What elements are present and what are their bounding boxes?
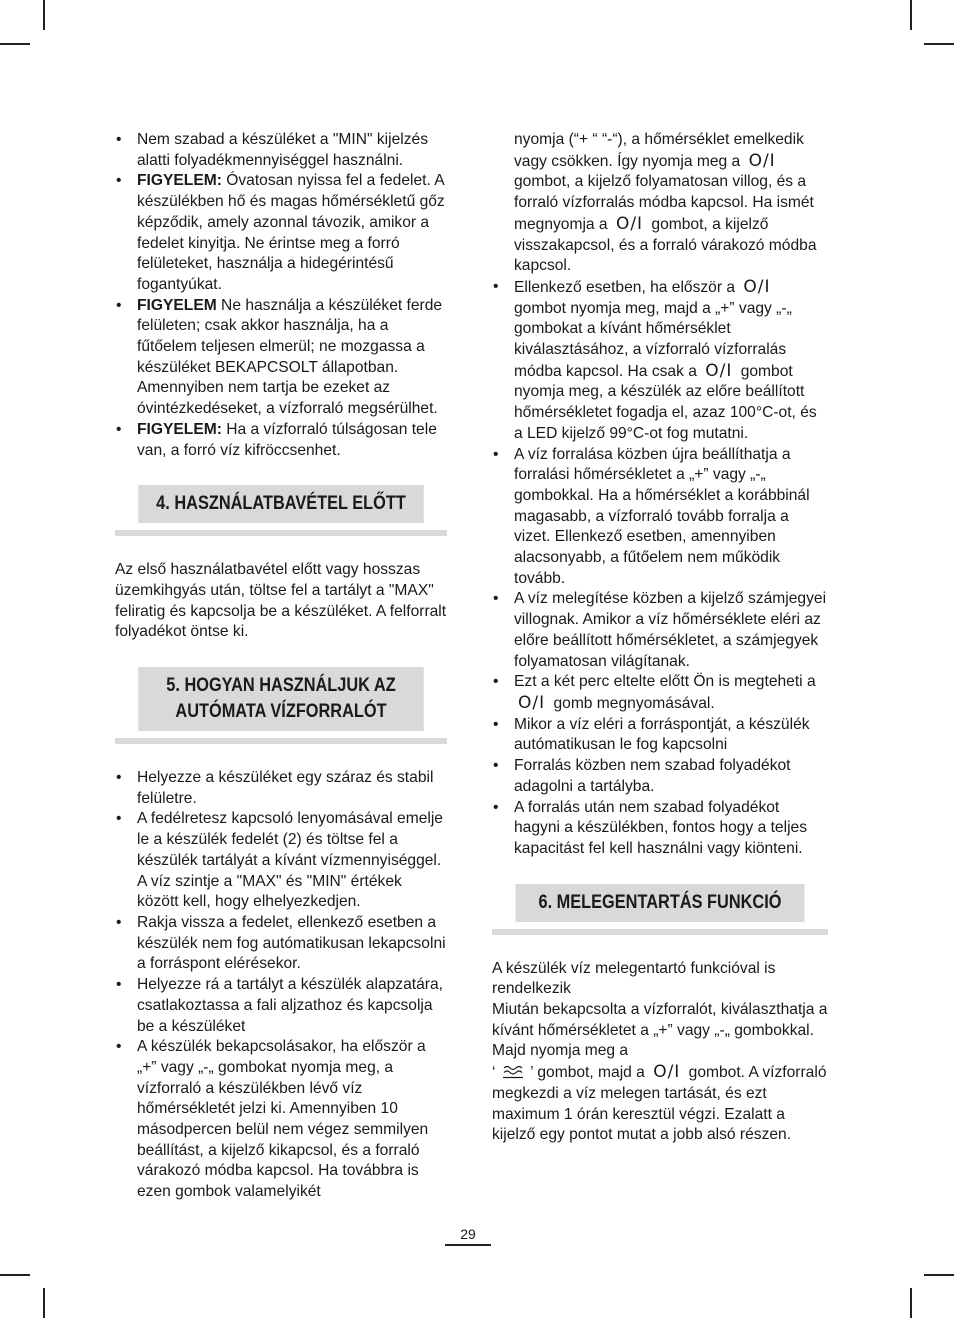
list-item: • Mikor a víz eléri a forráspontját, a készülék autómatikusan le fog kapcsolni	[492, 715, 828, 756]
crop-mark	[910, 1288, 912, 1318]
crop-mark	[0, 43, 30, 45]
usage-list	[115, 768, 447, 1203]
list-item: • A készülék bekapcsolásakor, ha először a „+” vagy „-„ gombokat nyomja meg, a vízforraló a készülékben lévő víz hőmérsékletét jelzi ki. Amennyiben 10 másodpercen belül nem végez semmilyen beállítást, a kijelző kikapcsol, és a forraló várakozó módba kapcsol. Ha továbbra is ezen gombok valamelyikét	[115, 1037, 447, 1203]
right-column	[492, 130, 828, 1146]
list-item: • FIGYELEM: Óvatosan nyissa fel a fedelet. A készülékben hő és magas hőmérsékletű gőz képződik, amely azonnal távozik, amikor a fedelet kinyitja. Ne érintse meg a forró felületeket, használja a hidegérintésű fogantyúkat.	[115, 171, 447, 295]
list-item-continuation: nyomja (“+ “ “-“), a hőmérséklet emelkedik vagy csökken. Így nyomja meg a O/I gombot, a kijelző folyamatosan villog, és a forraló vízforralás módba kapcsol. Ha ismét megnyomja a O/I gombot, a kijelző visszakapcsol, és a forraló várakozó módba kapcsol.	[514, 131, 817, 275]
power-toggle-icon: O/I	[705, 360, 733, 381]
section-5-header	[115, 667, 447, 744]
crop-mark	[43, 1288, 45, 1318]
list-item: • Rakja vissza a fedelet, ellenkező esetben a készülék nem fog autómatikusan lekapcsolni a forráspont elérésekor.	[115, 913, 447, 975]
power-toggle-icon: O/I	[653, 1062, 681, 1083]
crop-mark	[924, 43, 954, 45]
section-4-paragraph: Az első használatbavétel előtt vagy hosszas üzemkihgyás után, töltse fel a tartályt a "MAX" feliratig és kapcsolja be a készüléket. A felforralt folyadékot öntse ki.	[115, 561, 447, 641]
section-heading: 6. MELEGENTARTÁS FUNKCIÓ	[516, 884, 805, 922]
list-item: • FIGYELEM: Ha a vízforraló túlságosan tele van, a forró víz kifröccsenhet.	[115, 420, 447, 461]
list-item: • Ellenkező esetben, ha először a O/I gombot nyomja meg, majd a „+” vagy „-„ gombokat a kívánt hőmérséklet kiválasztásához, a vízforraló vízforralás módba kapcsol. Ha csak a O/I gombot nyomja meg, a készülék az előre beállított hőmérsékletet fogadja el, azaz 100°C-ot, és a LED kijelző 99°C-ot fog mutatni.	[492, 277, 828, 445]
keep-warm-wave-icon	[500, 1064, 526, 1080]
crop-mark	[0, 1274, 30, 1276]
section-6-header	[492, 884, 828, 935]
section-6-paragraph: A készülék víz melegentartó funkcióval is rendelkezik Miután bekapcsolta a vízforralót, kiválaszthatja a kívánt hőmérsékletet a „+” vagy „-„ gombokkal. Majd nyomja meg a ‘ ’ gombot, majd a O/I gombot. A vízforraló megkezdi a víz melegen tartását, és ezt maximum 1 órán keresztül végzi. Ezalatt a kijelző egy pontot mutat a jobb alsó részen.	[492, 959, 828, 1144]
operation-list	[492, 277, 828, 860]
heading-rule	[115, 738, 447, 744]
list-item: • Ezt a két perc eltelte előtt Ön is megteheti a O/I gomb megnyomásával.	[492, 672, 828, 714]
list-item: • Helyezze a készüléket egy száraz és stabil felületre.	[115, 768, 447, 809]
list-item: • A fedélretesz kapcsoló lenyomásával emelje le a készülék fedelét (2) és töltse fel a készülék tartályát a kívánt vízmennyiséggel. A víz szintje a "MAX" és "MIN" értékek között kell, hogy elhelyezkedjen.	[115, 809, 447, 913]
list-item: • FIGYELEM Ne használja a készüléket ferde felületen; csak akkor használja, ha a fűtőelem teljesen elmerül; ne mozgassa a készüléket BEKAPCSOLT állapotban. Amennyiben nem tartja be ezeket az óvintézkedéseket, a vízforraló megsérülhet.	[115, 296, 447, 420]
left-column	[115, 130, 447, 1203]
list-item: • Nem szabad a készüléket a "MIN" kijelzés alatti folyadékmennyiséggel használni.	[115, 130, 447, 171]
page-number: 29	[460, 1226, 476, 1242]
section-heading: 4. HASZNÁLATBAVÉTEL ELŐTT	[138, 485, 424, 523]
power-toggle-icon: O/I	[748, 150, 776, 171]
heading-rule	[115, 530, 447, 536]
list-item: • A víz melegítése közben a kijelző számjegyei villognak. Amikor a víz hőmérséklete eléri az előre beállított hőmérsékletet, a számjegyek folyamatosan világítanak.	[492, 589, 828, 672]
crop-mark	[910, 0, 912, 30]
power-toggle-icon: O/I	[743, 276, 771, 297]
warning-list	[115, 130, 447, 461]
section-heading: 5. HOGYAN HASZNÁLJUK AZ AUTÓMATA VÍZFORRALÓT	[138, 667, 424, 731]
page-number-rule	[445, 1244, 491, 1246]
list-item: • A víz forralása közben újra beállíthatja a forralási hőmérsékletet a „+” vagy „-„ gombokkal. Ha a hőmérséklet a korábbinál magasabb, a vízforraló tovább forralja a vizet. Ellenkező esetben, amennyiben alacsonyabb, a fűtőelem nem működik tovább.	[492, 445, 828, 590]
list-item: • A forralás után nem szabad folyadékot hagyni a készülékben, fontos hogy a teljes kapacitást fel kell használni vagy kiönteni.	[492, 798, 828, 860]
list-item: • Helyezze rá a tartályt a készülék alapzatára, csatlakoztassa a fali aljzathoz és kapcsolja be a készüléket	[115, 975, 447, 1037]
section-4-header	[115, 485, 447, 536]
power-toggle-icon: O/I	[615, 213, 644, 234]
crop-mark	[43, 0, 45, 30]
list-item: • Forralás közben nem szabad folyadékot adagolni a tartályba.	[492, 756, 828, 797]
heading-rule	[492, 929, 828, 935]
crop-mark	[924, 1274, 954, 1276]
power-toggle-icon: O/I	[518, 692, 546, 713]
